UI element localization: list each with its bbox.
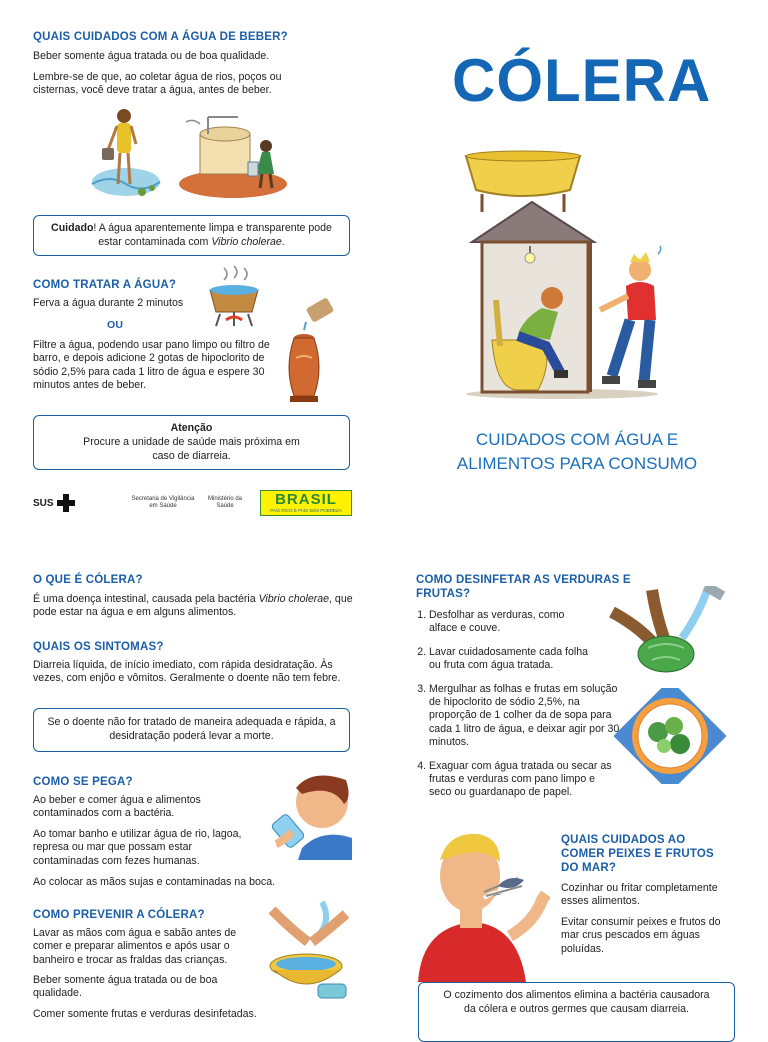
vegetable-plate-illustration <box>614 688 726 784</box>
disinfect-steps-list <box>416 609 626 800</box>
disinfect-step-4: 4. Exaguar com água tratada ou secar as frutas e verduras com pano limpo e seco ou guardanapo de papel. <box>429 760 619 800</box>
prevent-paragraph-1: Lavar as mãos com água e sabão antes de comer e preparar alimentos e após usar o banheiro e trocar as fraldas das crianças. <box>33 927 237 966</box>
clay-filter-illustration <box>282 298 342 406</box>
cover-outhouse-illustration <box>462 150 662 400</box>
q1-heading: QUAIS CUIDADOS COM A ÁGUA DE BEBER? <box>33 31 288 43</box>
caution-end: . <box>281 236 285 248</box>
disinfect-step-2: 2. Lavar cuidadosamente cada folha ou fruta com água tratada. <box>429 646 599 673</box>
man-drinking-illustration <box>262 768 354 860</box>
cistern-illustration <box>178 112 288 200</box>
cover-subtitle-line-1: CUIDADOS COM ÁGUA E <box>475 430 679 449</box>
svs-logo: Secretaria de Vigilância em Saúde <box>131 496 195 509</box>
treat-or-label: OU <box>107 319 124 331</box>
treat-filter-text: Filtre a água, podendo usar pano limpo ou filtro de barro, e depois adicione 2 gotas de hipoclorito de sódio 2,5% para cada 1 litro de água e espere 30 minutos antes de beber. <box>33 339 270 392</box>
catch-paragraph-2: Ao tomar banho e utilizar água de rio, lagoa, represa ou mar que possam estar contaminadas com fezes humanas. <box>33 828 242 867</box>
what-text <box>33 593 355 620</box>
plus-cross-icon <box>56 493 76 513</box>
caution-text: ! A água aparentemente limpa e transparente pode estar contaminada com <box>93 222 332 248</box>
treat-boil-text: Ferva a água durante 2 minutos <box>33 297 184 309</box>
attention-title: Atenção <box>170 422 213 434</box>
caution-italic: Vibrio cholerae <box>211 236 282 248</box>
seafood-heading: QUAIS CUIDADOS AO COMER PEIXES E FRUTOS DO MAR? <box>561 834 714 874</box>
cover-subtitle <box>430 428 724 476</box>
caution-box <box>33 215 350 256</box>
sus-logo <box>33 493 76 513</box>
what-text-end: , que pode estar na água e em alguns alimentos. <box>33 593 353 619</box>
treat-heading: COMO TRATAR A ÁGUA? <box>33 279 177 291</box>
catch-heading: COMO SE PEGA? <box>33 776 133 788</box>
brasil-logo-tagline: PAÍS RICO É PAÍS SEM POBREZA <box>270 508 342 513</box>
sus-logo-text: SUS <box>33 497 54 509</box>
prevent-heading: COMO PREVENIR A CÓLERA? <box>33 909 205 921</box>
what-heading: O QUE É CÓLERA? <box>33 574 143 586</box>
hand-washing-illustration <box>262 900 354 1004</box>
attention-box <box>33 415 350 470</box>
catch-paragraph-3: Ao colocar as mãos sujas e contaminadas na boca. <box>33 876 276 888</box>
main-title: CÓLERA <box>452 47 712 114</box>
disinfect-heading: COMO DESINFETAR AS VERDURAS E FRUTAS? <box>416 574 631 600</box>
caution-bold: Cuidado <box>51 222 94 234</box>
brasil-logo-text: BRASIL <box>275 491 337 508</box>
seafood-paragraph-2: Evitar consumir peixes e frutos do mar crus pescados em águas poluídas. <box>561 916 721 955</box>
woman-river-illustration <box>90 104 162 200</box>
q1-paragraph-1: Beber somente água tratada ou de boa qualidade. <box>33 50 270 62</box>
man-eating-illustration <box>414 826 550 982</box>
boiling-pot-illustration <box>206 264 262 330</box>
ministry-logo: Ministério da Saúde <box>207 496 242 509</box>
q1-paragraph-2: Lembre-se de que, ao coletar água de rios, poços ou cisternas, você deve tratar a água, antes de beber. <box>33 71 282 97</box>
attention-text: Procure a unidade de saúde mais próxima em caso de diarreia. <box>83 436 300 462</box>
warning-box: Se o doente não for tratado de maneira adequada e rápida, a desidratação poderá levar a morte. <box>33 708 350 752</box>
cooking-info-box: O cozimento dos alimentos elimina a bactéria causadora da cólera e outros germes que causam diarreia. <box>418 982 735 1042</box>
symptoms-heading: QUAIS OS SINTOMAS? <box>33 641 164 653</box>
catch-paragraph-1: Ao beber e comer água e alimentos contaminados com a bactéria. <box>33 794 201 820</box>
what-text-italic: Vibrio cholerae <box>258 593 330 605</box>
disinfect-step-1: 1. Desfolhar as verduras, como alface e couve. <box>429 609 579 636</box>
washing-vegetables-illustration <box>608 586 728 678</box>
brasil-logo <box>260 490 352 516</box>
prevent-paragraph-3: Comer somente frutas e verduras desinfetadas. <box>33 1008 257 1020</box>
seafood-paragraph-1: Cozinhar ou fritar completamente esses alimentos. <box>561 882 718 908</box>
disinfect-steps <box>416 609 626 810</box>
symptoms-text: Diarreia líquida, de início imediato, com rápida desidratação. Às vezes, com enjôo e vômitos. Geralmente o doente não tem febre. <box>33 659 341 685</box>
prevent-paragraph-2: Beber somente água tratada ou de boa qualidade. <box>33 974 218 1000</box>
disinfect-step-3: 3. Mergulhar as folhas e frutas em solução de hipoclorito de sódio 2,5%, na proporção de 1 colher da de sopa para cada 1 litro de água, e deixar agir por 30 minutos. <box>429 683 629 750</box>
cover-subtitle-line-2: ALIMENTOS PARA CONSUMO <box>456 454 698 473</box>
what-text-start: É uma doença intestinal, causada pela bactéria <box>33 593 259 605</box>
